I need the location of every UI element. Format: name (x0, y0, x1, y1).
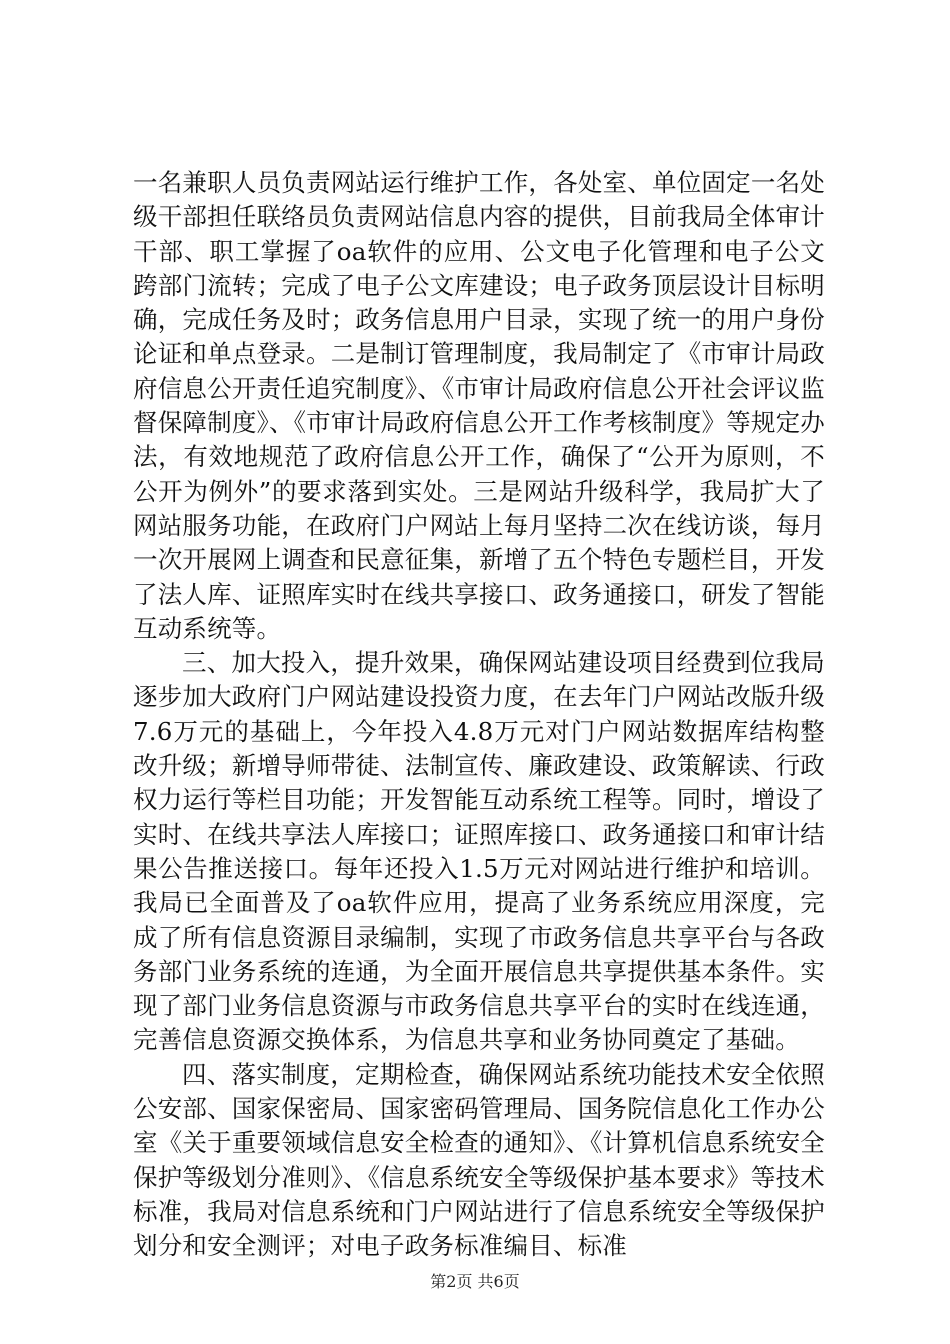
paragraph-continued: 一名兼职人员负责网站运行维护工作，各处室、单位固定一名处级干部担任联络员负责网站信息内容的提供，目前我局全体审计干部、职工掌握了oa软件的应用、公文电子化管理和电子公文跨部门流转；完成了电子公文库建设；电子政务顶层设计目标明确，完成任务及时；政务信息用户目录，实现了统一的用户身份论证和单点登录。二是制订管理制度，我局制定了《市审计局政府信息公开责任追究制度》、《市审计局政府信息公开社会评议监督保障制度》、《市审计局政府信息公开工作考核制度》等规定办法，有效地规范了政府信息公开工作，确保了“公开为原则，不公开为例外”的要求落到实处。三是网站升级科学，我局扩大了网站服务功能，在政府门户网站上每月坚持二次在线访谈，每月一次开展网上调查和民意征集，新增了五个特色专题栏目，开发了法人库、证照库实时在线共享接口、政务通接口，研发了智能互动系统等。 (133, 168, 825, 643)
page-number-footer: 第2页 共6页 (430, 1272, 520, 1291)
paragraph-section-3: 三、加大投入，提升效果，确保网站建设项目经费到位我局逐步加大政府门户网站建设投资力度，在去年门户网站改版升级7.6万元的基础上，今年投入4.8万元对门户网站数据库结构整改升级；新增导师带徒、法制宣传、廉政建设、政策解读、行政权力运行等栏目功能；开发智能互动系统工程等。同时，增设了实时、在线共享法人库接口；证照库接口、政务通接口和审计结果公告推送接口。每年还投入1.5万元对网站进行维护和培训。我局已全面普及了oa软件应用，提高了业务系统应用深度，完成了所有信息资源目录编制，实现了市政务信息共享平台与各政务部门业务系统的连通，为全面开展信息共享提供基本条件。实现了部门业务信息资源与市政务信息共享平台的实时在线连通，完善信息资源交换体系，为信息共享和业务协同奠定了基础。 (133, 648, 825, 1055)
document-body (133, 166, 825, 1264)
paragraph-section-4: 四、落实制度，定期检查，确保网站系统功能技术安全依照公安部、国家保密局、国家密码管理局、国务院信息化工作办公室《关于重要领域信息安全检查的通知》、《计算机信息系统安全保护等级划分准则》、《信息系统安全等级保护基本要求》等技术标准，我局对信息系统和门户网站进行了信息系统安全等级保护划分和安全测评；对电子政务标准编目、标准 (133, 1059, 825, 1261)
